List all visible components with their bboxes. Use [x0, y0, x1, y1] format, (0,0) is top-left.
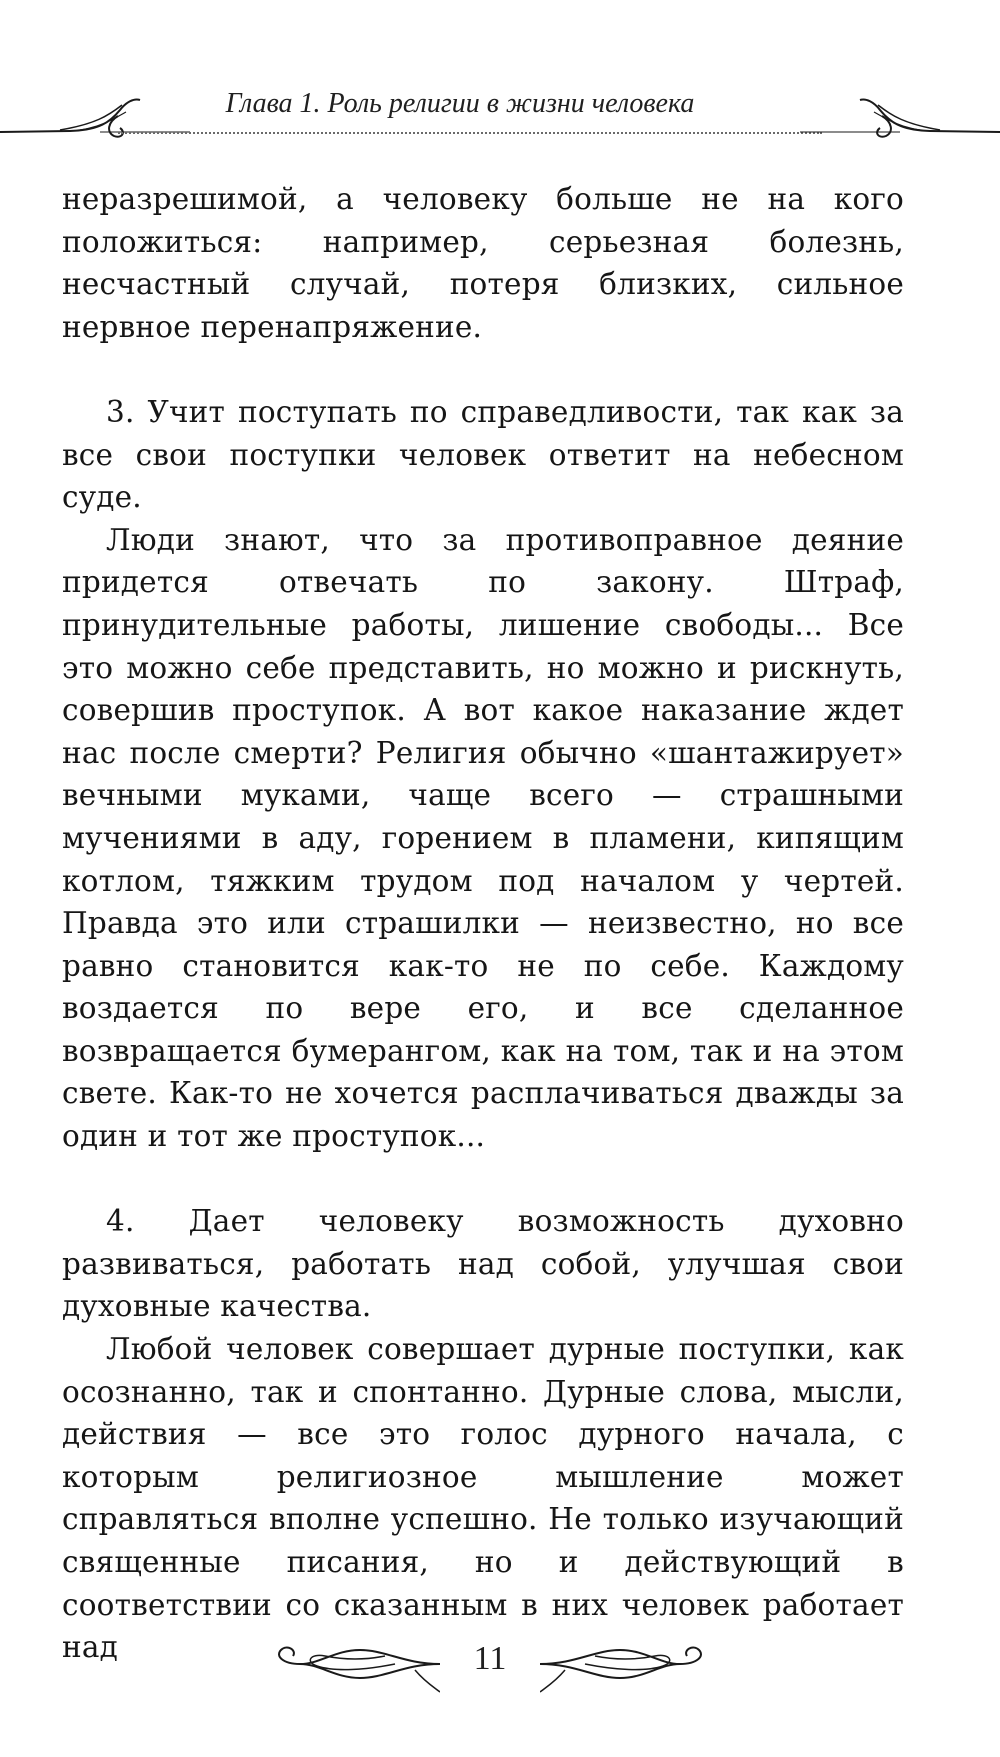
page-number: 11 [473, 1640, 507, 1677]
right-footer-swirl-icon [540, 1630, 715, 1700]
left-footer-swirl-icon [265, 1630, 440, 1700]
page-footer [0, 1620, 1000, 1720]
running-title: Глава 1. Роль религии в жизни человека [225, 88, 695, 119]
paragraph: Любой человек совершает дурные поступки, как осознанно, так и спонтанно. Дурные слова, мысли, действия — все это голос дурного начала, с которым религиозное мышление может справляться вполне успешно. Не только изучающий священные писания, но и действующий в соответствии со сказанным в них человек работает над [62, 1332, 904, 1665]
header-dotted-rule [118, 132, 822, 134]
right-header-flourish-icon [800, 80, 1000, 140]
numbered-paragraph: 4. Дает человеку возможность духовно развиваться, работать над собой, улучшая свои духовные качества. [62, 1204, 904, 1324]
main-text [62, 178, 904, 1669]
numbered-paragraph: 3. Учит поступать по справедливости, так как за все свои поступки человек ответит на небесном суде. [62, 394, 904, 515]
paragraph: неразрешимой, а человеку больше не на кого положиться: например, серьезная болезнь, несчастный случай, потеря близких, сильное нервное перенапряжение. [62, 182, 904, 344]
paragraph: Люди знают, что за противоправное деяние придется отвечать по закону. Штраф, принудительные работы, лишение свободы... Все это можно себе представить, но можно и рискнуть, совершив проступок. А вот какое наказание ждет нас после смерти? Религия обычно «шантажирует» вечными муками, чаще всего — страшными мучениями в аду, горением в пламени, кипящим котлом, тяжким трудом под началом у чертей. Правда это или страшилки — неизвестно, но все равно становится как-то не по себе. Каждому воздается по вере его, и все сделанное возвращается бумерангом, как на том, так и на этом свете. Как-то не хочется расплачиваться дважды за один и тот же проступок... [62, 522, 904, 1154]
running-header [0, 80, 1000, 160]
left-header-flourish-icon [0, 80, 190, 140]
